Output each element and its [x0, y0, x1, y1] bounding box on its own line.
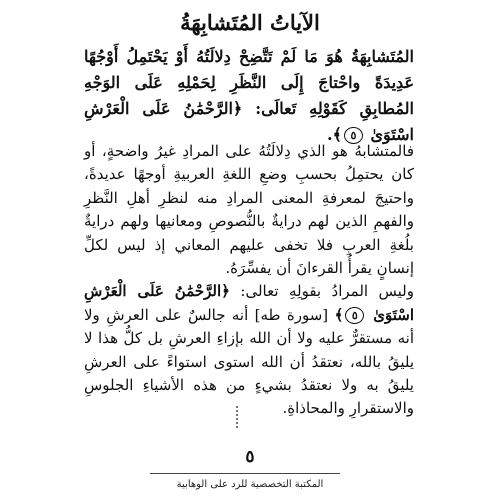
page-number: ٥ [245, 447, 255, 467]
definition-text: المُتَشابِهَةُ هُوَ مَا لَمْ تَتَّضِحْ دِلالَتُهُ أَوْ يَحْتَمِلُ أَوْجُهًا عَدِيدَةً واحْتاجَ إِلَى النَّظَرِ لِحَمْلِهِ عَلَى الوَجْهِ المُطابِقِ كَقَوْلِهِ تَعالَى: [84, 47, 414, 118]
paragraph-2-rest: [سورة طه] أنه جالسٌ على العرشِ ولا أنه مستقرٌّ عليه ولا أن الله بإزاءِ العرشِ بل كلُّ هذا لا يليقُ بالله، نعتقدُ أن الله استوى استواءً على العرشِ يليقُ به ولا نعتقدُ بشيءٍ من هذه الأشياءِ الجلوسِ والاستقرارِ والمحاذاةِ. [84, 305, 414, 418]
verse-number-marker: ٥ [345, 307, 364, 324]
dotted-divider [236, 406, 250, 428]
body-paragraph-1: فالمتشابهُ هو الذي دِلالَتُهُ على المرادِ غيرُ واضحةٍ، أو كان يحتمِلُ بحسبِ وضعِ اللغةِ العربيةِ أوجهًا عديدةً، واحتيجَ لمعرفةِ المعنى المرادِ منه لنظرِ أهلِ النَّظرِ والفهمِ الذين لهم درايةٌ بالنُّصوصِ ومعانيها ولهم درايةٌ بلُغةِ العربِ فلا تخفى عليهم المعاني إذ ليس لكلِّ إنسانٍ يقرأُ القرءانَ أن يفسِّرَهُ. [84, 142, 414, 278]
body-paragraph-2 [84, 280, 414, 420]
footer-rule [150, 473, 340, 474]
body-text [84, 140, 414, 421]
footer-publisher: المكتبة التخصصية للرد على الوهابية [176, 479, 324, 490]
page-title: الآياتُ المُتَشابِهَةُ [180, 10, 320, 35]
verse-close-bracket: ﴾ [334, 305, 344, 324]
verse-text: ﴿الرَّحْمَٰنُ عَلَى الْعَرْشِ اسْتَوَىٰ [84, 99, 414, 144]
verse-close-bracket: ﴾ [332, 125, 342, 144]
verse-number-marker: ٥ [344, 127, 363, 144]
verse-text: ﴿الرَّحْمَٰنُ عَلَى الْعَرْشِ اسْتَوَىٰ [84, 282, 414, 324]
paragraph-2-lead: وليس المرادُ بقولِهِ تعالى: [240, 282, 414, 301]
definition-paragraph: المُتَشابِهَةُ هُوَ مَا لَمْ تَتَّضِحْ دِلالَتُهُ أَوْ يَحْتَمِلُ أَوْجُهًا عَدِيدَةً واحْتاجَ إِلَى النَّظَرِ لِحَمْلِهِ عَلَى الوَجْهِ المُطابِقِ كَقَوْلِهِ تَعالَى: ﴿الرَّحْمَٰنُ عَلَى الْعَرْشِ اسْتَوَىٰ ٥﴾. [84, 47, 414, 144]
